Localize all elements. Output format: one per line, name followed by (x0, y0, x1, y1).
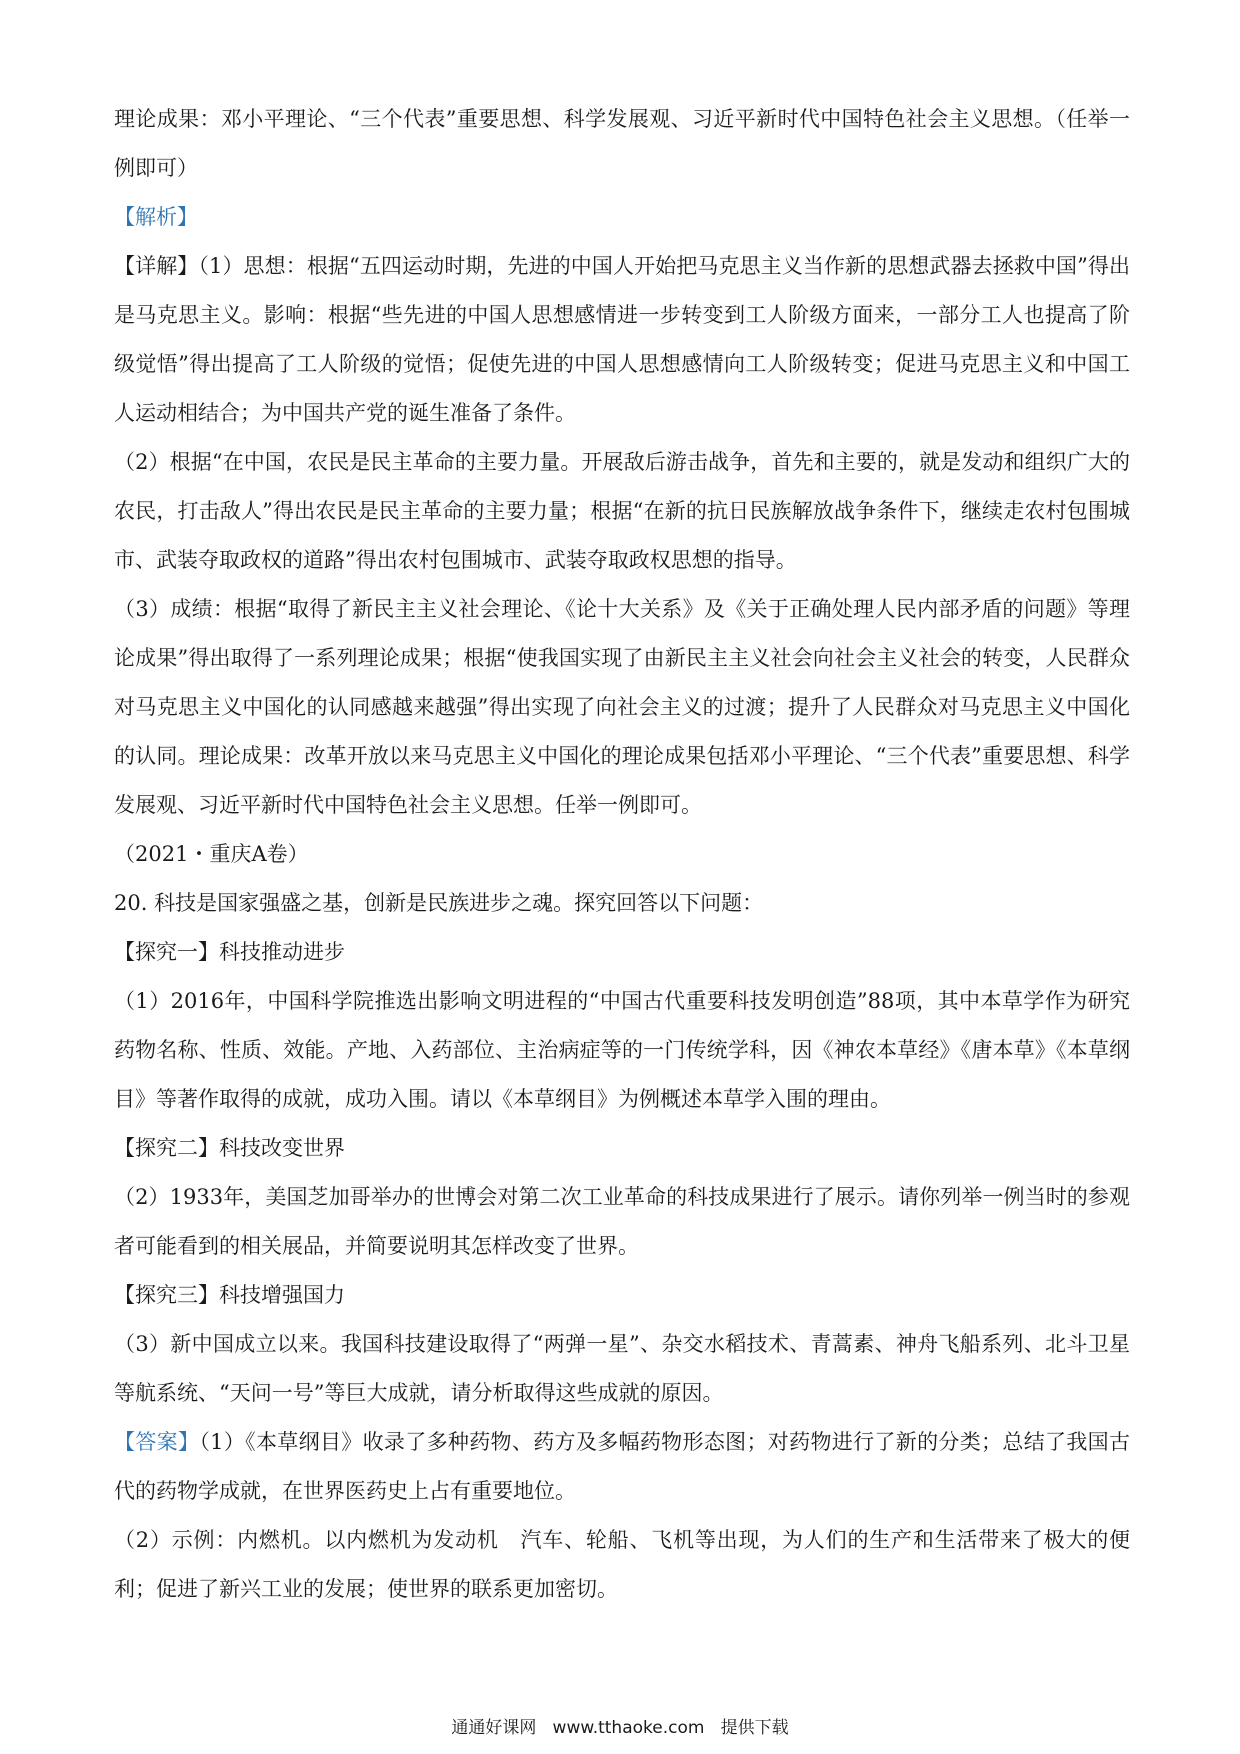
footer-site-name: 通通好课网 (451, 1718, 537, 1738)
answer-label: 【答案】 (114, 1430, 200, 1454)
question-20-stem: 20. 科技是国家强盛之基，创新是民族进步之魂。探究回答以下问题： (114, 891, 764, 915)
answer-paragraph-1 (114, 1418, 1130, 1516)
detail-paragraph-3: （3）成绩：根据“取得了新民主主义社会理论、《论十大关系》及《关于正确处理人民内部矛盾的问题》等理论成果”得出取得了一系列理论成果；根据“使我国实现了由新民主主义社会向社会主义社会的转变，人民群众对马克思主义中国化的认同感越来越强”得出实现了向社会主义的过渡；提升了人民群众对马克思主义中国化的认同。理论成果：改革开放以来马克思主义中国化的理论成果包括邓小平理论、“三个代表”重要思想、科学发展观、习近平新时代中国特色社会主义思想。任举一例即可。 (114, 597, 1130, 817)
footer-suffix: 提供下载 (720, 1718, 789, 1738)
detail-label: 【详解】 (114, 254, 199, 278)
sub-question-3: （3）新中国成立以来。我国科技建设取得了“两弹一星”、杂交水稻技术、青蒿素、神舟飞船系列、北斗卫星等航系统、“天问一号”等巨大成就，请分析取得这些成就的原因。 (114, 1332, 1130, 1405)
sub-question-1: （1）2016年，中国科学院推选出影响文明进程的“中国古代重要科技发明创造”88项，其中本草学作为研究药物名称、性质、效能。产地、入药部位、主治病症等的一门传统学科，因《神农本草经》《唐本草》《本草纲目》等著作取得的成就，成功入围。请以《本草纲目》为例概述本草学入围的理由。 (114, 989, 1130, 1111)
question-source: （2021・重庆A卷） (114, 842, 309, 866)
answer-text-1: （1）《本草纲目》收录了多种药物、药方及多幅药物形态图；对药物进行了新的分类；总结了我国古代的药物学成就，在世界医药史上占有重要地位。 (114, 1430, 1131, 1503)
document-body (114, 95, 1130, 1614)
analysis-label: 【解析】 (114, 205, 198, 229)
page-footer (0, 1716, 1240, 1740)
explore-heading-1: 【探究一】科技推动进步 (114, 940, 345, 964)
detail-paragraph-1 (114, 242, 1130, 438)
footer-url-link[interactable]: www.tthaoke.com (552, 1718, 705, 1738)
explore-heading-3: 【探究三】科技增强国力 (114, 1283, 345, 1307)
answer-theory-paragraph: 理论成果：邓小平理论、“三个代表”重要思想、科学发展观、习近平新时代中国特色社会主义思想。（任举一例即可） (114, 107, 1130, 180)
sub-question-2: （2）1933年，美国芝加哥举办的世博会对第二次工业革命的科技成果进行了展示。请你列举一例当时的参观者可能看到的相关展品，并简要说明其怎样改变了世界。 (114, 1185, 1130, 1258)
detail-text-1: （1）思想：根据“五四运动时期，先进的中国人开始把马克思主义当作新的思想武器去拯救中国”得出是马克思主义。影响：根据“些先进的中国人思想感情进一步转变到工人阶级方面来，一部分工人也提高了阶级觉悟”得出提高了工人阶级的觉悟；促使先进的中国人思想感情向工人阶级转变；促进马克思主义和中国工人运动相结合；为中国共产党的诞生准备了条件。 (114, 254, 1130, 425)
answer-paragraph-2: （2）示例：内燃机。以内燃机为发动机 汽车、轮船、飞机等出现，为人们的生产和生活带来了极大的便利；促进了新兴工业的发展；使世界的联系更加密切。 (114, 1528, 1130, 1601)
detail-paragraph-2: （2）根据“在中国，农民是民主革命的主要力量。开展敌后游击战争，首先和主要的，就是发动和组织广大的农民，打击敌人”得出农民是民主革命的主要力量；根据“在新的抗日民族解放战争条件下，继续走农村包围城市、武装夺取政权的道路”得出农村包围城市、武装夺取政权思想的指导。 (114, 450, 1130, 572)
explore-heading-2: 【探究二】科技改变世界 (114, 1136, 345, 1160)
